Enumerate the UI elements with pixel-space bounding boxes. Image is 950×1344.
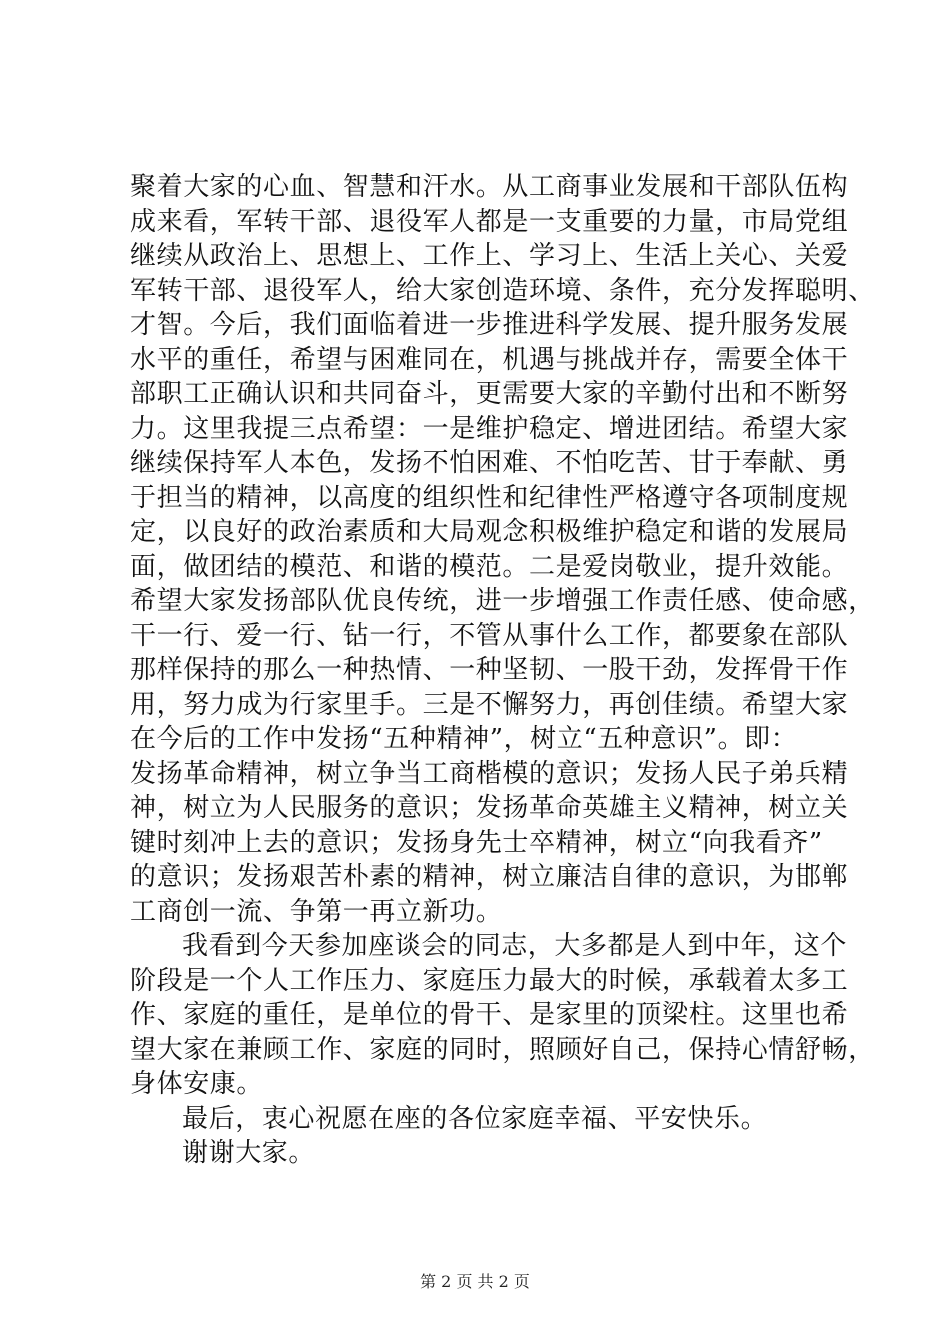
text-line: 希望大家发扬部队优良传统，进一步增强工作责任感、使命感， — [130, 586, 875, 616]
text-line: 水平的重任，希望与困难同在，机遇与挑战并存，需要全体干 — [130, 344, 849, 375]
text-line: 聚着大家的心血、智慧和汗水。从工商事业发展和干部队伍构 — [130, 172, 849, 202]
text-line: 面，做团结的模范、和谐的模范。二是爱岗敬业，提升效能。 — [130, 551, 849, 582]
document-body — [130, 170, 875, 1171]
text-line: 于担当的精神，以高度的组织性和纪律性严格遵守各项制度规 — [130, 482, 849, 513]
text-line: 望大家在兼顾工作、家庭的同时，照顾好自己，保持心情舒畅， — [130, 1034, 875, 1065]
text-line: 工商创一流、争第一再立新功。 — [130, 896, 503, 927]
text-line: 作、家庭的重任，是单位的骨干、是家里的顶梁柱。这里也希 — [130, 1000, 849, 1030]
text-line: 干一行、爱一行、钻一行，不管从事什么工作，都要象在部队 — [130, 620, 849, 651]
text-line: 力。这里我提三点希望：一是维护稳定、增进团结。希望大家 — [130, 413, 849, 444]
text-line: 才智。今后，我们面临着进一步推进科学发展、提升服务发展 — [130, 310, 849, 340]
text-line: 神，树立为人民服务的意识；发扬革命英雄主义精神，树立关 — [130, 793, 849, 823]
page-number-footer: 第 2 页 共 2 页 — [420, 1272, 530, 1291]
text-line: 的意识；发扬艰苦朴素的精神，树立廉洁自律的意识，为邯郸 — [130, 862, 849, 892]
text-line: 在今后的工作中发扬“五种精神”，树立“五种意识”。即： — [130, 724, 798, 754]
paragraph-start-line: 我看到今天参加座谈会的同志，大多都是人到中年，这个 — [182, 931, 848, 961]
text-line: 成来看，军转干部、退役军人都是一支重要的力量，市局党组 — [130, 206, 849, 237]
text-line: 用，努力成为行家里手。三是不懈努力，再创佳绩。希望大家 — [130, 689, 849, 720]
text-line: 定，以良好的政治素质和大局观念积极维护稳定和谐的发展局 — [130, 517, 849, 547]
text-line: 身体安康。 — [130, 1069, 264, 1099]
text-line: 继续保持军人本色，发扬不怕困难、不怕吃苦、甘于奉献、勇 — [130, 448, 849, 478]
text-line: 键时刻冲上去的意识；发扬身先士卒精神，树立“向我看齐” — [130, 827, 823, 858]
text-line: 军转干部、退役军人，给大家创造环境、条件，充分发挥聪明、 — [130, 275, 875, 306]
text-line: 那样保持的那么一种热情、一种坚韧、一股干劲，发挥骨干作 — [130, 655, 849, 685]
closing-wishes-line: 最后，衷心祝愿在座的各位家庭幸福、平安快乐。 — [182, 1103, 768, 1134]
text-line: 发扬革命精神，树立争当工商楷模的意识；发扬人民子弟兵精 — [130, 758, 849, 789]
text-line: 阶段是一个人工作压力、家庭压力最大的时候，承载着太多工 — [130, 965, 849, 996]
text-line: 继续从政治上、思想上、工作上、学习上、生活上关心、关爱 — [130, 241, 849, 271]
closing-thanks-line: 谢谢大家。 — [182, 1138, 316, 1168]
text-line: 部职工正确认识和共同奋斗，更需要大家的辛勤付出和不断努 — [130, 379, 849, 409]
